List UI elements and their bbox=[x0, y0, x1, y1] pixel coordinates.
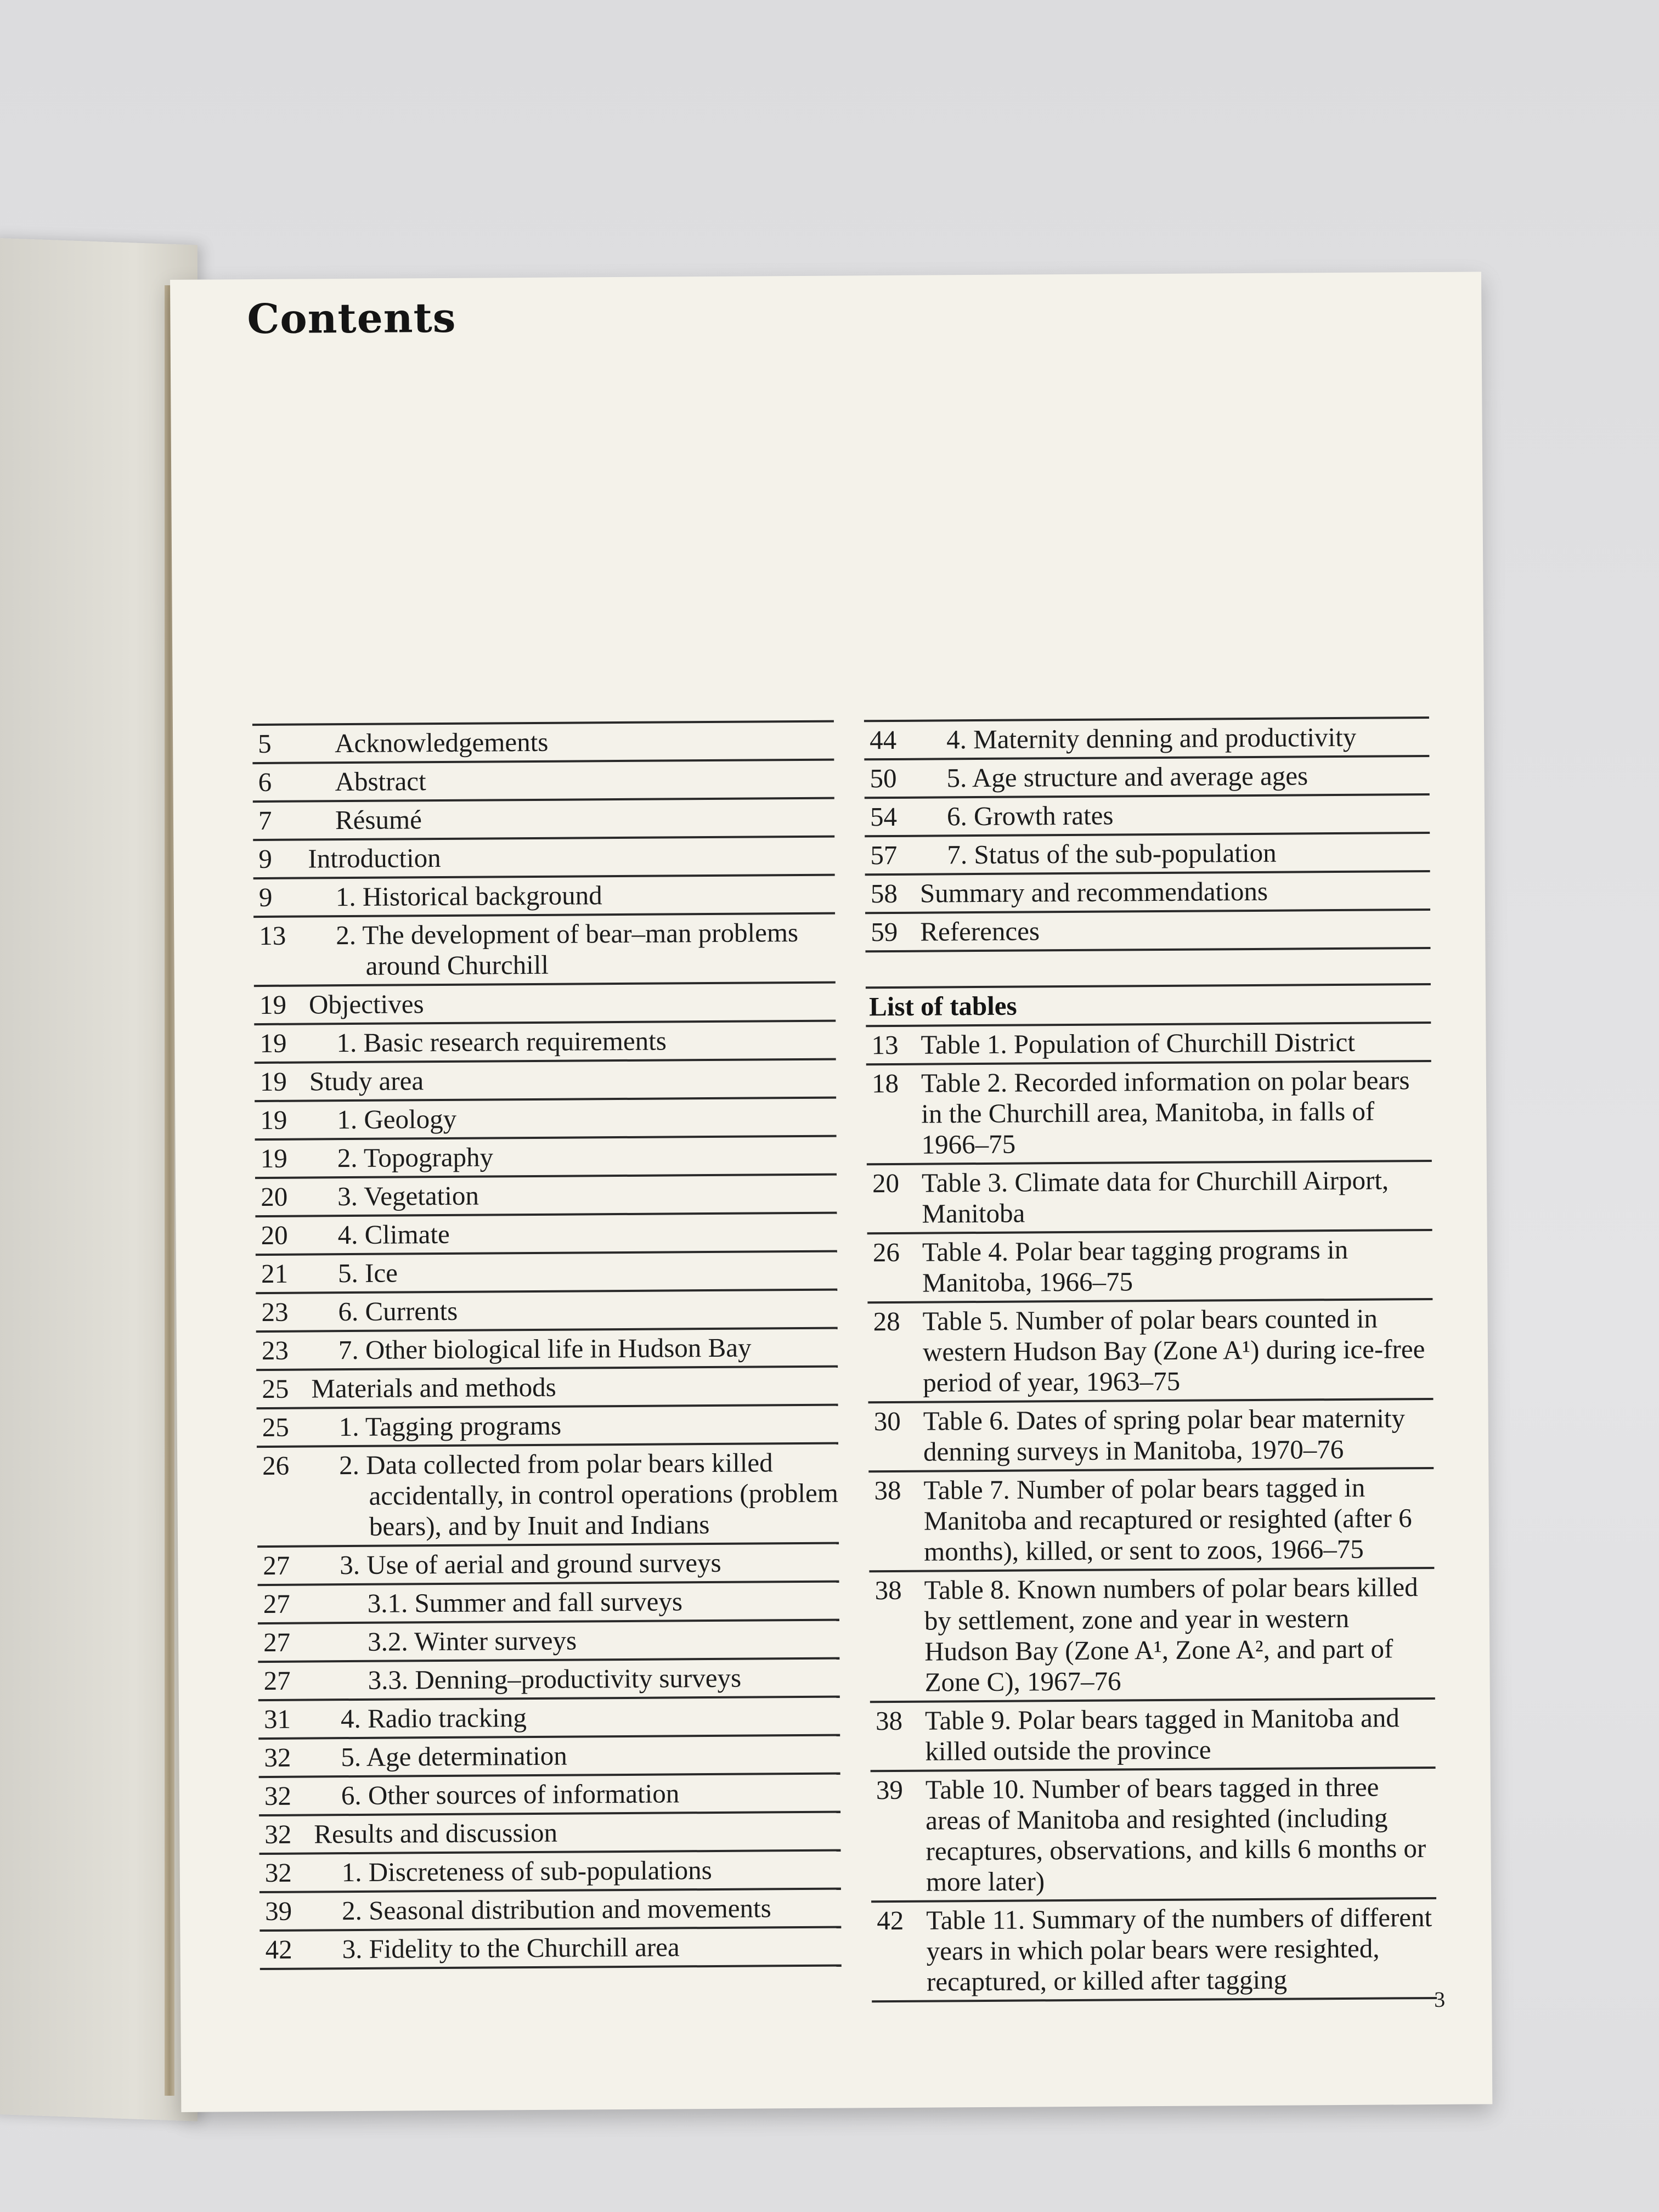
toc-entry bbox=[865, 909, 1430, 952]
toc-entry-title: 5. Age determination bbox=[341, 1740, 567, 1773]
toc-entry bbox=[865, 793, 1430, 835]
toc-entry-title: Objectives bbox=[308, 989, 424, 1020]
toc-entry bbox=[258, 1581, 839, 1622]
toc-entry-title: Materials and methods bbox=[311, 1372, 556, 1404]
toc-page-number: 59 bbox=[871, 916, 898, 947]
list-of-tables-heading: List of tables bbox=[866, 983, 1431, 1025]
toc-entry bbox=[258, 1657, 839, 1699]
toc-entry bbox=[255, 1173, 837, 1215]
toc-entry-title: 1. Discreteness of sub-populations bbox=[341, 1855, 712, 1888]
toc-entry-title: 1. Historical background bbox=[335, 880, 602, 912]
toc-entry-title: 6. Currents bbox=[338, 1295, 458, 1327]
toc-entry-title: Table 9. Polar bears tagged in Manitoba and killed outside the province bbox=[924, 1702, 1400, 1767]
toc-entry bbox=[259, 1849, 841, 1891]
toc-page-number: 20 bbox=[261, 1220, 288, 1251]
toc-entry-title: 3. Vegetation bbox=[337, 1180, 479, 1212]
toc-entry-title: Table 8. Known numbers of polar bears killed by settlement, zone and year in western Hudson Bay (Zone A¹, Zone A², and part of Zone C), 1967–76 bbox=[924, 1572, 1418, 1697]
toc-page-number: 19 bbox=[260, 1104, 287, 1136]
toc-entry bbox=[255, 1058, 836, 1100]
toc-entry-title: 2. Seasonal distribution and movements bbox=[341, 1893, 771, 1926]
table-list-entry bbox=[869, 1567, 1435, 1701]
table-list-entry bbox=[871, 1897, 1437, 2002]
toc-entry bbox=[256, 1365, 838, 1407]
toc-entry-title: 6. Growth rates bbox=[946, 800, 1114, 832]
toc-entry bbox=[865, 870, 1430, 912]
toc-entry-title: 3.3. Denning–productivity surveys bbox=[368, 1662, 742, 1695]
toc-entry bbox=[253, 912, 836, 985]
toc-entry-title: 3. Fidelity to the Churchill area bbox=[342, 1932, 680, 1965]
toc-page-number: 38 bbox=[874, 1475, 901, 1506]
toc-left-column bbox=[252, 720, 842, 1970]
toc-page-number: 38 bbox=[874, 1575, 902, 1606]
toc-page-number: 27 bbox=[263, 1550, 290, 1581]
table-list-entry bbox=[866, 1022, 1431, 1063]
toc-entry bbox=[255, 1135, 837, 1177]
toc-entry bbox=[255, 1097, 836, 1138]
toc-entry-title: Acknowledgements bbox=[334, 726, 549, 759]
toc-page-number: 31 bbox=[263, 1703, 291, 1735]
toc-entry-title: 4. Maternity denning and productivity bbox=[946, 721, 1357, 755]
toc-entry-title: Table 2. Recorded information on polar bears in the Churchill area, Manitoba, in falls of 1966–75 bbox=[921, 1065, 1410, 1160]
toc-entry-title: 2. Topography bbox=[337, 1142, 494, 1173]
toc-entry-title: Results and discussion bbox=[314, 1817, 558, 1849]
toc-page-number: 32 bbox=[264, 1857, 292, 1888]
toc-page-number: 18 bbox=[871, 1068, 899, 1099]
toc-page-number: 13 bbox=[871, 1029, 899, 1060]
toc-page-number: 39 bbox=[876, 1774, 904, 1805]
toc-entry-title: 2. Data collected from polar bears killed accidentally, in control operations (problem bears), and by Inuit and Indians bbox=[339, 1447, 839, 1542]
table-list-entry bbox=[871, 1767, 1436, 1900]
toc-entry bbox=[255, 1212, 837, 1254]
toc-page-number: 6 bbox=[258, 766, 272, 798]
toc-right-column bbox=[864, 716, 1437, 2002]
toc-entry-title: Summary and recommendations bbox=[919, 876, 1268, 909]
toc-entry-title: Résumé bbox=[335, 804, 422, 836]
toc-entry-title: Table 3. Climate data for Churchill Airport, Manitoba bbox=[921, 1165, 1389, 1229]
toc-entry-title: Table 6. Dates of spring polar bear maternity denning surveys in Manitoba, 1970–76 bbox=[923, 1403, 1406, 1467]
toc-entry-title: References bbox=[920, 916, 1040, 947]
toc-entry bbox=[252, 720, 834, 762]
toc-page-number: 38 bbox=[875, 1705, 903, 1736]
toc-entry bbox=[252, 759, 834, 800]
toc-entry-title: 5. Ice bbox=[337, 1257, 398, 1289]
toc-entry bbox=[257, 1442, 839, 1545]
toc-page-number: 19 bbox=[260, 1143, 287, 1174]
toc-page-number: 42 bbox=[877, 1905, 904, 1936]
toc-page-number: 27 bbox=[263, 1665, 291, 1696]
toc-page-number: 58 bbox=[870, 878, 898, 909]
toc-page-number: 27 bbox=[263, 1627, 291, 1658]
toc-page-number: 54 bbox=[870, 801, 898, 832]
toc-page-number: 23 bbox=[261, 1335, 289, 1366]
toc-page-number: 19 bbox=[259, 989, 287, 1020]
toc-page-number: 57 bbox=[870, 839, 898, 871]
toc-entry bbox=[258, 1619, 839, 1661]
toc-page-number: 20 bbox=[872, 1167, 900, 1199]
toc-page-number: 25 bbox=[262, 1412, 289, 1443]
toc-page-number: 50 bbox=[870, 763, 897, 794]
toc-page-number: 26 bbox=[262, 1450, 290, 1481]
toc-page-number: 19 bbox=[259, 1028, 287, 1059]
page-title: Contents bbox=[247, 294, 456, 343]
table-list-entry bbox=[866, 1060, 1432, 1163]
toc-page-number: 9 bbox=[258, 882, 273, 913]
toc-entry-title: Table 1. Population of Churchill District bbox=[921, 1026, 1356, 1060]
toc-entry bbox=[253, 797, 834, 839]
table-list-entry bbox=[868, 1398, 1434, 1470]
list-of-tables bbox=[866, 1022, 1437, 2002]
toc-right-entries bbox=[864, 716, 1431, 952]
toc-entry bbox=[253, 836, 834, 877]
toc-page-number: 42 bbox=[265, 1934, 292, 1965]
table-list-entry bbox=[867, 1229, 1433, 1301]
toc-page-number: 27 bbox=[263, 1588, 290, 1620]
toc-entry bbox=[254, 981, 836, 1023]
toc-entry bbox=[257, 1404, 838, 1446]
toc-page-number: 5 bbox=[258, 728, 272, 759]
toc-entry-title: 1. Basic research requirements bbox=[336, 1025, 667, 1058]
toc-entry bbox=[259, 1811, 840, 1853]
toc-entry-title: 3.2. Winter surveys bbox=[368, 1625, 577, 1657]
toc-entry bbox=[258, 1696, 840, 1737]
toc-entry bbox=[257, 1542, 839, 1584]
toc-page-number: 25 bbox=[262, 1373, 289, 1404]
toc-entry bbox=[864, 755, 1429, 797]
toc-page-number: 26 bbox=[872, 1237, 900, 1268]
toc-page-number: 30 bbox=[873, 1406, 901, 1437]
toc-entry bbox=[259, 1773, 840, 1814]
toc-page-number: 32 bbox=[264, 1780, 292, 1812]
toc-entry-title: 7. Status of the sub-population bbox=[947, 837, 1277, 870]
toc-entry-title: 3. Use of aerial and ground surveys bbox=[340, 1547, 721, 1581]
table-list-entry bbox=[868, 1467, 1434, 1570]
table-list-entry bbox=[870, 1697, 1436, 1770]
toc-entry-title: Table 11. Summary of the numbers of different years in which polar bears were resighted, recaptured, or killed after tagging bbox=[926, 1902, 1432, 1997]
toc-entry bbox=[259, 1888, 841, 1929]
toc-entry-title: Abstract bbox=[335, 766, 426, 797]
toc-entry bbox=[256, 1250, 837, 1292]
toc-entry bbox=[256, 1327, 838, 1369]
toc-page-number: 32 bbox=[264, 1742, 291, 1773]
table-list-entry bbox=[867, 1160, 1432, 1232]
toc-entry-title: Table 4. Polar bear tagging programs in Manitoba, 1966–75 bbox=[922, 1234, 1348, 1298]
toc-entry bbox=[256, 1289, 837, 1330]
toc-page-number: 7 bbox=[258, 805, 272, 836]
toc-entry-title: 4. Climate bbox=[337, 1218, 450, 1250]
toc-entry-title: 1. Geology bbox=[337, 1103, 457, 1135]
toc-entry-title: 7. Other biological life in Hudson Bay bbox=[338, 1332, 752, 1365]
toc-entry-title: 4. Radio tracking bbox=[340, 1702, 527, 1734]
toc-page-number: 44 bbox=[869, 724, 897, 755]
toc-entry bbox=[253, 874, 835, 916]
page-number: 3 bbox=[1434, 1987, 1446, 2012]
toc-page-number: 23 bbox=[261, 1296, 289, 1328]
toc-entry bbox=[865, 832, 1430, 873]
toc-entry bbox=[259, 1926, 841, 1970]
toc-page-number: 13 bbox=[259, 920, 286, 951]
toc-entry-title: Table 10. Number of bears tagged in three areas of Manitoba and resighted (including recaptures, observations, and kills 6 months or more later) bbox=[925, 1771, 1426, 1897]
toc-page-number: 21 bbox=[261, 1258, 289, 1289]
toc-entry-title: 5. Age structure and average ages bbox=[946, 760, 1308, 793]
document-page bbox=[170, 272, 1492, 2112]
toc-entry-title: Table 5. Number of polar bears counted in western Hudson Bay (Zone A¹) during ice-free period of year, 1963–75 bbox=[922, 1303, 1425, 1398]
toc-entry bbox=[254, 1020, 836, 1062]
toc-entry bbox=[258, 1734, 840, 1776]
toc-page-number: 19 bbox=[259, 1066, 287, 1097]
toc-entry-title: 1. Tagging programs bbox=[338, 1410, 562, 1442]
toc-page-number: 39 bbox=[264, 1895, 292, 1926]
toc-entry-title: Table 7. Number of polar bears tagged in Manitoba and recaptured or resighted (after 6 months), killed, or sent to zoos, 1966–75 bbox=[923, 1472, 1412, 1567]
toc-page-number: 32 bbox=[264, 1819, 292, 1849]
table-list-entry bbox=[867, 1298, 1433, 1401]
toc-entry-title: Introduction bbox=[308, 843, 441, 874]
toc-entry-title: 6. Other sources of information bbox=[341, 1778, 680, 1811]
toc-page-number: 28 bbox=[873, 1306, 900, 1337]
toc-entry-title: 3.1. Summer and fall surveys bbox=[367, 1586, 683, 1618]
toc-page-number: 20 bbox=[261, 1181, 288, 1212]
toc-entry bbox=[864, 716, 1429, 758]
toc-page-number: 9 bbox=[258, 843, 273, 874]
toc-entry-title: Study area bbox=[309, 1065, 424, 1097]
toc-entry-title: 2. The development of bear–man problems around Churchill bbox=[336, 917, 799, 981]
